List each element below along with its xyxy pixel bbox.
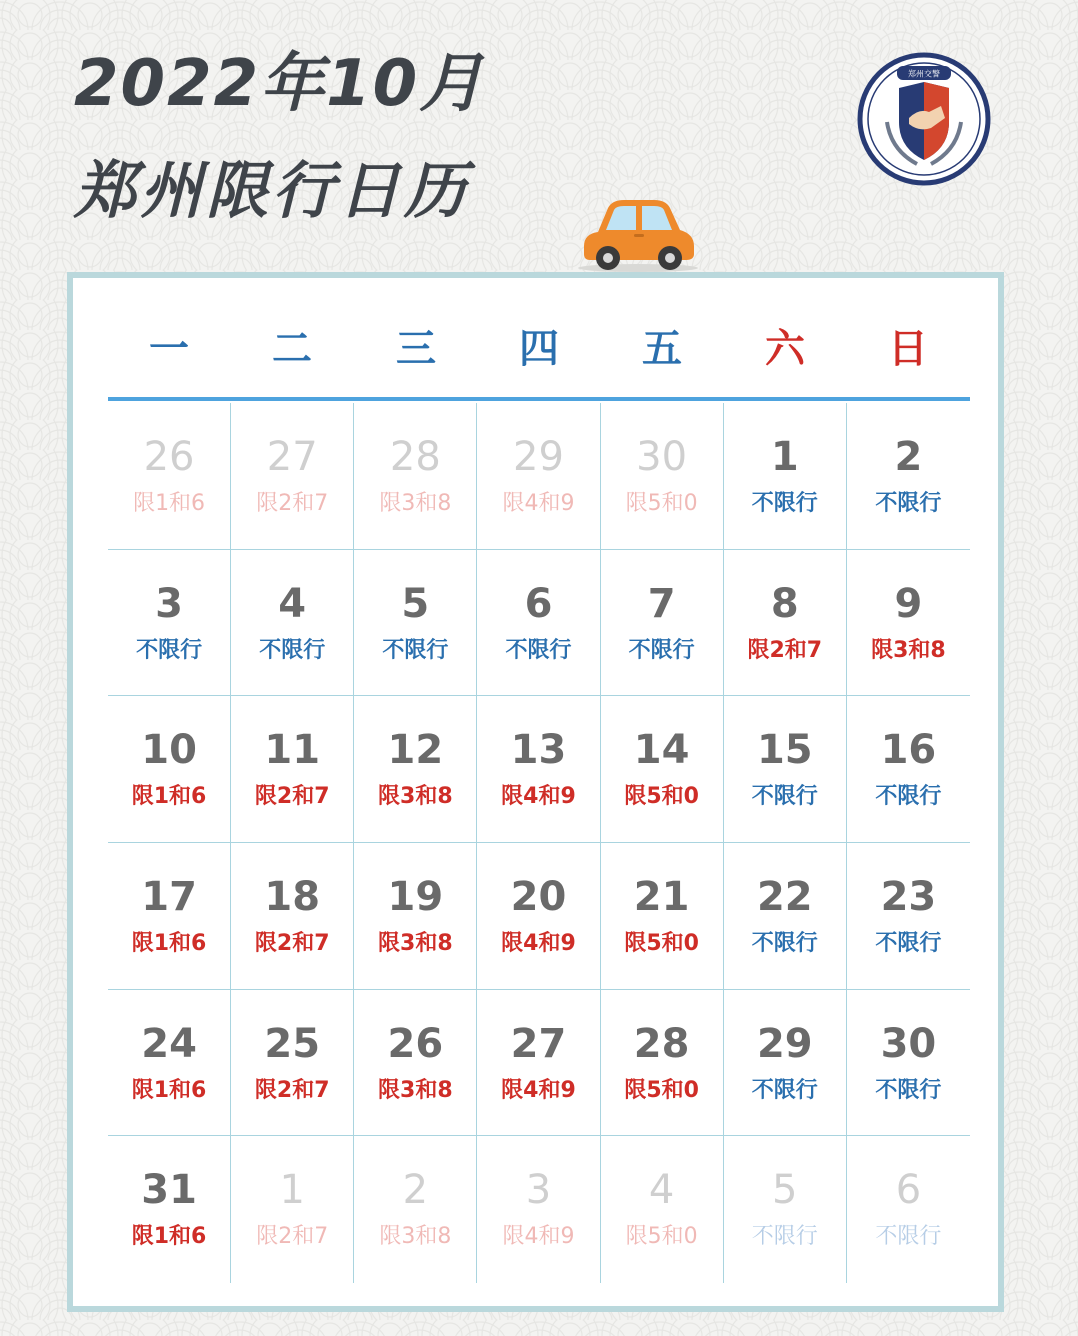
calendar-day-cell	[108, 403, 231, 550]
calendar-day-cell	[108, 843, 231, 990]
restriction-rule: 不限行	[136, 637, 203, 663]
restriction-rule: 限3和8	[379, 491, 452, 516]
restriction-rule: 限4和9	[502, 1224, 575, 1250]
restriction-rule: 限2和7	[747, 637, 823, 663]
weekday-saturday: 六	[765, 326, 805, 372]
calendar-day-cell	[231, 1136, 354, 1283]
day-number: 4	[278, 580, 307, 627]
calendar-day-cell	[847, 550, 970, 697]
calendar-day-cell	[354, 990, 477, 1137]
day-number: 11	[264, 727, 321, 774]
day-number: 2	[894, 434, 923, 480]
restriction-rule: 不限行	[875, 1077, 942, 1103]
calendar-day-cell	[354, 403, 477, 550]
calendar-day-cell	[354, 843, 477, 990]
calendar-day-cell	[601, 403, 724, 550]
day-number: 23	[880, 874, 937, 920]
day-number: 26	[387, 1020, 444, 1067]
calendar-day-cell	[724, 843, 847, 990]
day-number: 1	[279, 1167, 305, 1214]
calendar-day-cell	[477, 1136, 600, 1283]
restriction-rule: 不限行	[875, 491, 942, 516]
calendar-day-cell	[108, 990, 231, 1137]
restriction-rule: 限1和6	[131, 784, 207, 810]
restriction-rule: 限2和7	[254, 784, 330, 810]
calendar-day-cell	[477, 403, 600, 550]
calendar-day-cell	[477, 696, 600, 843]
restriction-rule: 限5和0	[624, 1077, 699, 1103]
restriction-rule: 限4和9	[501, 784, 576, 810]
restriction-rule: 限3和8	[378, 931, 453, 956]
restriction-rule: 限4和9	[501, 931, 576, 956]
calendar-day-cell	[601, 1136, 724, 1283]
day-number: 28	[389, 434, 441, 480]
calendar-day-cell	[847, 843, 970, 990]
calendar-grid	[108, 403, 970, 1283]
car-icon	[574, 194, 702, 274]
calendar-day-cell	[108, 1136, 231, 1283]
restriction-rule: 限4和9	[501, 1077, 576, 1103]
day-number: 5	[401, 580, 430, 627]
restriction-rule: 不限行	[505, 637, 572, 663]
day-number: 28	[633, 1020, 690, 1067]
day-number: 20	[510, 874, 567, 920]
restriction-rule: 限5和0	[625, 1224, 698, 1250]
calendar-day-cell	[231, 696, 354, 843]
restriction-rule: 限4和9	[502, 491, 575, 516]
weekday-tuesday: 二	[272, 326, 312, 372]
calendar-day-cell	[231, 990, 354, 1137]
day-number: 4	[648, 1167, 675, 1214]
day-number: 17	[141, 874, 197, 920]
day-number: 24	[141, 1020, 197, 1067]
restriction-rule: 限1和6	[131, 931, 207, 956]
restriction-rule: 限3和8	[379, 1224, 452, 1250]
day-number: 22	[756, 874, 813, 920]
day-number: 19	[387, 874, 444, 920]
calendar-day-cell	[108, 550, 231, 697]
day-number: 15	[756, 727, 813, 774]
calendar-day-cell	[847, 990, 970, 1137]
day-number: 25	[264, 1020, 321, 1067]
day-number: 2	[402, 1167, 429, 1214]
title-month: 2022年10月	[74, 47, 486, 121]
restriction-rule: 不限行	[875, 784, 942, 810]
restriction-rule: 限3和8	[378, 784, 453, 810]
day-number: 14	[633, 727, 690, 774]
restriction-rule: 不限行	[751, 491, 818, 516]
day-number: 21	[633, 874, 690, 920]
restriction-rule: 不限行	[875, 1224, 942, 1250]
weekday-friday: 五	[642, 326, 682, 372]
day-number: 31	[141, 1167, 197, 1214]
calendar-day-cell	[477, 990, 600, 1137]
calendar-day-cell	[601, 843, 724, 990]
header-divider	[108, 397, 970, 401]
day-number: 29	[513, 434, 564, 480]
calendar-day-cell	[601, 550, 724, 697]
restriction-rule: 不限行	[751, 931, 818, 956]
day-number: 6	[895, 1167, 922, 1214]
day-number: 30	[636, 434, 688, 480]
day-number: 10	[141, 727, 197, 774]
day-number: 3	[525, 1167, 552, 1214]
day-number: 7	[647, 580, 676, 627]
restriction-rule: 限5和0	[625, 491, 698, 516]
day-number: 3	[155, 580, 183, 627]
restriction-rule: 限3和8	[378, 1077, 453, 1103]
calendar-day-cell	[724, 990, 847, 1137]
calendar-day-cell	[477, 843, 600, 990]
restriction-rule: 限2和7	[256, 1224, 329, 1250]
calendar-day-cell	[601, 696, 724, 843]
calendar-day-cell	[724, 696, 847, 843]
restriction-rule: 不限行	[628, 637, 695, 663]
day-number: 16	[880, 727, 937, 774]
day-number: 27	[266, 434, 318, 480]
traffic-police-logo	[857, 52, 991, 186]
calendar-day-cell	[354, 696, 477, 843]
calendar-day-cell	[847, 403, 970, 550]
restriction-rule: 限5和0	[624, 784, 699, 810]
day-number: 5	[772, 1167, 798, 1214]
weekday-wednesday: 三	[396, 326, 436, 372]
calendar-day-cell	[847, 696, 970, 843]
restriction-rule: 限1和6	[131, 1077, 207, 1103]
calendar-day-cell	[231, 403, 354, 550]
day-number: 6	[524, 580, 553, 627]
calendar-day-cell	[847, 1136, 970, 1283]
day-number: 30	[880, 1020, 937, 1067]
restriction-rule: 限2和7	[256, 491, 329, 516]
weekday-sunday: 日	[888, 326, 928, 372]
weekday-monday: 一	[149, 326, 189, 372]
title-calendar-name: 郑州限行日历	[74, 154, 471, 227]
restriction-rule: 不限行	[875, 931, 942, 956]
restriction-rule: 限1和6	[131, 1224, 207, 1250]
calendar-day-cell	[231, 550, 354, 697]
day-number: 29	[756, 1020, 813, 1067]
restriction-rule: 限2和7	[254, 1077, 330, 1103]
restriction-rule: 不限行	[751, 1224, 818, 1250]
restriction-rule: 不限行	[751, 784, 818, 810]
day-number: 8	[770, 580, 799, 627]
day-number: 9	[894, 580, 923, 627]
restriction-rule: 限5和0	[624, 931, 699, 956]
calendar-day-cell	[477, 550, 600, 697]
restriction-rule: 限3和8	[871, 637, 946, 663]
restriction-rule: 不限行	[259, 637, 326, 663]
weekday-header	[108, 318, 970, 380]
day-number: 26	[143, 434, 195, 480]
weekday-thursday: 四	[519, 326, 559, 372]
calendar-day-cell	[231, 843, 354, 990]
logo-text: 郑州交警	[908, 69, 940, 79]
calendar-day-cell	[601, 990, 724, 1137]
day-number: 27	[510, 1020, 567, 1067]
restriction-rule: 限1和6	[133, 491, 206, 516]
restriction-rule: 限2和7	[254, 931, 330, 956]
calendar-day-cell	[108, 696, 231, 843]
calendar-day-cell	[724, 1136, 847, 1283]
day-number: 12	[387, 727, 444, 774]
calendar-day-cell	[354, 550, 477, 697]
day-number: 13	[510, 727, 567, 774]
calendar-day-cell	[724, 403, 847, 550]
calendar-day-cell	[724, 550, 847, 697]
day-number: 18	[264, 874, 321, 920]
restriction-rule: 不限行	[751, 1077, 818, 1103]
restriction-rule: 不限行	[382, 637, 449, 663]
calendar-day-cell	[354, 1136, 477, 1283]
day-number: 1	[770, 434, 799, 480]
